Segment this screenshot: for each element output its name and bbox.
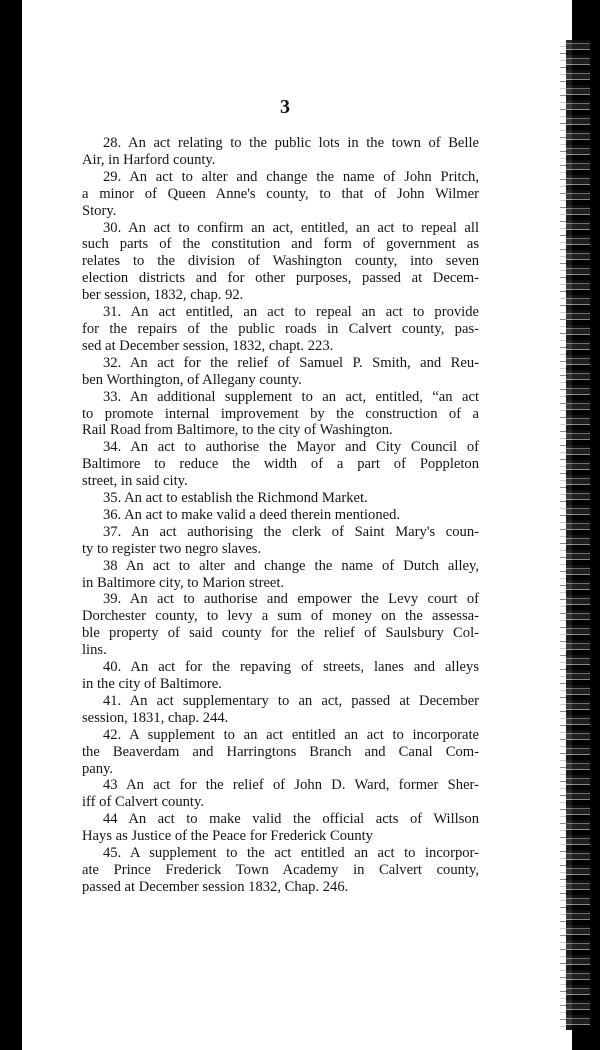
act-entry: [82, 659, 479, 693]
act-entry: [82, 220, 479, 305]
act-entry: [82, 355, 479, 389]
act-entry: [82, 811, 479, 845]
text-line: in the city of Baltimore.: [82, 676, 222, 692]
act-entry: [82, 693, 479, 727]
text-line: Rail Road from Baltimore, to the city of Washington.: [82, 422, 393, 439]
text-line: street, in said city.: [82, 473, 188, 490]
act-entry: [82, 727, 479, 778]
text-line: 37. An act authorising the clerk of Saint Mary's coun-: [103, 523, 479, 540]
text-line: 39. An act to authorise and empower the Levy court of: [103, 591, 479, 608]
text-line: such parts of the constitution and form of government as: [82, 236, 479, 253]
act-entry: [82, 558, 479, 592]
text-line: ty to register two negro slaves.: [82, 540, 262, 557]
act-entry: [82, 777, 479, 811]
text-line: 28. An act relating to the public lots in the town of Belle: [103, 135, 479, 151]
text-line: Story.: [82, 202, 117, 219]
act-entry: [82, 524, 479, 558]
text-line: the Beaverdam and Harringtons Branch and Canal Com-: [82, 743, 479, 760]
text-line: Dorchester county, to levy a sum of money on the assessa-: [82, 608, 479, 625]
text-line: 29. An act to alter and change the name of John Pritch,: [103, 168, 479, 185]
text-line: 42. A supplement to an act entitled an act to incorporate: [103, 726, 479, 743]
text-line: 31. An act entitled, an act to repeal an act to provide: [103, 304, 479, 321]
text-line: ben Worthington, of Allegany county.: [82, 371, 302, 388]
text-line: 30. An act to confirm an act, entitled, an act to repeal all: [103, 219, 479, 236]
text-line: election districts and for other purposes, passed at Decem-: [82, 270, 479, 287]
act-entry: [82, 591, 479, 659]
text-line: 41. An act supplementary to an act, passed at December: [103, 692, 479, 709]
act-entry: [82, 507, 479, 524]
act-entry: [82, 439, 479, 490]
page-number: 3: [280, 96, 290, 118]
text-line: session, 1831, chap. 244.: [82, 709, 229, 726]
text-line: Air, in Harford county.: [82, 151, 216, 168]
text-line: iff of Calvert county.: [82, 794, 204, 811]
act-entry: [82, 389, 479, 440]
text-line: 33. An additional supplement to an act, entitled, “an act: [103, 388, 479, 405]
text-line: Hays as Justice of the Peace for Frederick County: [82, 828, 373, 845]
text-line: 43 An act for the relief of John D. Ward, former Sher-: [103, 777, 479, 794]
act-entry: [82, 135, 479, 169]
text-line: pany.: [82, 760, 114, 777]
text-line: to promote internal improvement by the construction of a: [82, 405, 479, 422]
text-line: 32. An act for the relief of Samuel P. Smith, and Reu-: [103, 354, 479, 371]
text-line: 38 An act to alter and change the name of Dutch alley,: [103, 557, 479, 574]
text-line: 35. An act to establish the Richmond Market.: [103, 490, 368, 507]
text-line: 36. An act to make valid a deed therein mentioned.: [103, 506, 401, 523]
text-line: ate Prince Frederick Town Academy in Calvert county,: [82, 861, 479, 878]
text-line: lins.: [82, 642, 107, 659]
text-line: sed at December session, 1832, chapt. 223.: [82, 337, 334, 354]
text-line: for the repairs of the public roads in Calvert county, pas-: [82, 320, 479, 337]
act-entry: [82, 490, 479, 507]
text-line: ble property of said county for the relief of Saulsbury Col-: [82, 625, 479, 642]
text-line: a minor of Queen Anne's county, to that of John Wilmer: [82, 185, 479, 202]
text-line: relates to the division of Washington county, into seven: [82, 253, 479, 270]
text-line: passed at December session 1832, Chap. 246.: [82, 878, 349, 895]
act-entry: [82, 845, 479, 896]
text-line: 44 An act to make valid the official acts of Willson: [103, 811, 479, 828]
scan-edge: [566, 40, 590, 1030]
text-line: 40. An act for the repaving of streets, lanes and alleys: [103, 659, 479, 676]
text-line: in Baltimore city, to Marion street.: [82, 574, 285, 591]
text-line: Baltimore to reduce the width of a part of Poppleton: [82, 456, 479, 473]
text-line: 45. A supplement to the act entitled an act to incorpor-: [103, 845, 479, 862]
text-line: 34. An act to authorise the Mayor and City Council of: [103, 439, 479, 456]
text-line: ber session, 1832, chap. 92.: [82, 287, 244, 304]
act-entry: [82, 304, 479, 355]
act-entry: [82, 169, 479, 220]
acts-list: [82, 135, 479, 896]
